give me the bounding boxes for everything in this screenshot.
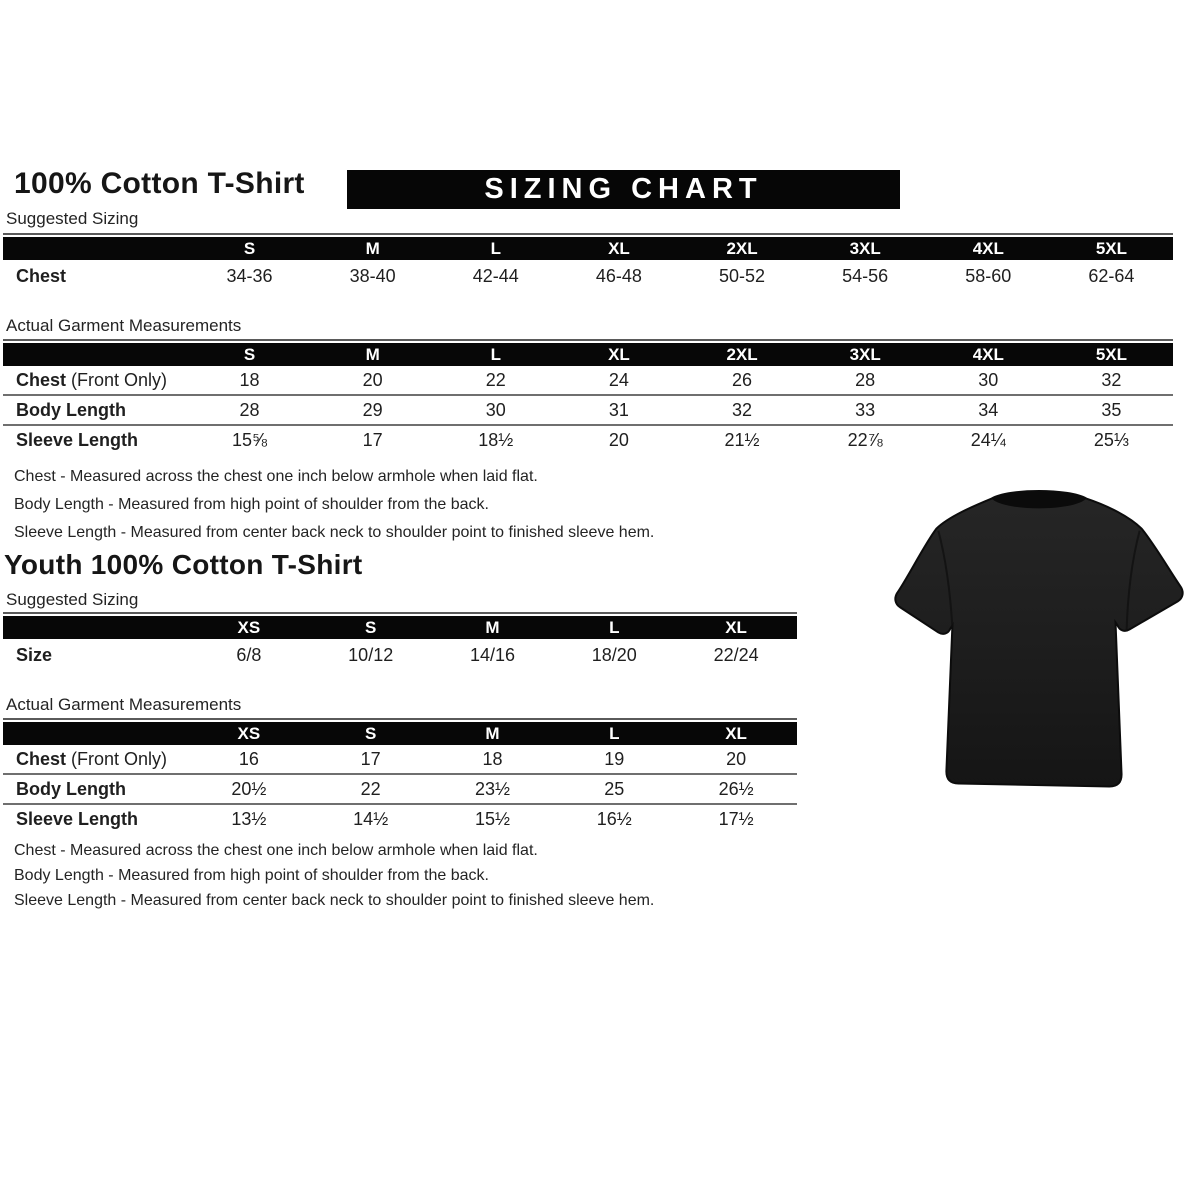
size-column-header: L — [490, 344, 501, 364]
size-column-header: L — [609, 617, 620, 637]
table-row-sleeve-length — [3, 803, 797, 833]
sizing-chart-banner-text: SIZING CHART — [484, 173, 763, 205]
measurement-cell: 28 — [855, 369, 876, 390]
row-label-text: Chest — [16, 748, 67, 769]
adult-heading: 100% Cotton T-Shirt — [14, 167, 305, 200]
note-body-length: Body Length - Measured from high point of shoulder from the back. — [14, 867, 489, 884]
row-label-text: Size — [16, 645, 53, 665]
measurement-cell: 42-44 — [472, 266, 519, 286]
youth-actual-header-row — [3, 722, 797, 745]
measurement-cell: 24 — [608, 369, 629, 390]
measurement-cell: 25⅓ — [1093, 429, 1129, 450]
measurement-cell: 32 — [732, 399, 753, 420]
table-row-chest-front-only — [3, 366, 1173, 394]
size-column-header: S — [365, 617, 377, 637]
row-label — [3, 370, 188, 391]
measurement-cell: 46-48 — [595, 266, 642, 286]
adult-actual-table — [3, 339, 1173, 454]
size-column-header: S — [243, 344, 256, 364]
size-column-header: 4XL — [972, 238, 1004, 258]
size-column-header: 2XL — [726, 238, 758, 258]
size-column-header: 2XL — [726, 344, 758, 364]
measurement-cell: 32 — [1101, 369, 1122, 390]
measurement-cell: 18/20 — [591, 645, 637, 665]
adult-actual-label: Actual Garment Measurements — [6, 316, 242, 335]
size-column-header: XL — [608, 344, 630, 364]
measurement-cell: 18 — [482, 748, 503, 769]
measurement-cell: 14/16 — [469, 645, 516, 665]
adult-actual-header-row — [3, 343, 1173, 366]
row-label-text: Sleeve Length — [16, 429, 139, 450]
measurement-cell: 22/24 — [713, 645, 759, 665]
row-label — [3, 749, 188, 770]
measurement-cell: 20 — [726, 748, 747, 769]
row-label-suffix: (Front Only) — [66, 369, 168, 390]
youth-actual-body — [3, 745, 797, 833]
size-column-header: M — [365, 238, 380, 258]
measurement-cell: 62-64 — [1088, 266, 1135, 286]
measurement-cell: 29 — [362, 399, 383, 420]
size-column-header: XL — [608, 238, 630, 258]
measurement-cell: 34 — [978, 399, 999, 420]
measurement-cell: 17 — [362, 429, 383, 450]
measurement-cell: 38-40 — [349, 266, 396, 286]
measurement-cell: 20½ — [231, 778, 267, 799]
note-sleeve-length: Sleeve Length - Measured from center back neck to shoulder point to finished sleeve hem. — [14, 524, 655, 541]
measurement-cell: 34-36 — [226, 266, 273, 286]
size-column-header: XL — [725, 723, 747, 743]
measurement-cell: 18 — [239, 369, 260, 390]
measurement-cell: 35 — [1101, 399, 1122, 420]
note-chest: Chest - Measured across the chest one inch below armhole when laid flat. — [14, 468, 538, 485]
measurement-cell: 50-52 — [719, 266, 766, 286]
table-row-body-length — [3, 773, 797, 803]
measurement-cell: 25 — [604, 778, 625, 799]
measurement-cell: 13½ — [231, 808, 267, 829]
youth-heading: Youth 100% Cotton T-Shirt — [4, 549, 363, 580]
measurement-cell: 31 — [608, 399, 629, 420]
youth-actual-label: Actual Garment Measurements — [6, 695, 242, 714]
size-column-header: 4XL — [972, 344, 1004, 364]
row-label — [3, 779, 188, 800]
measurement-cell: 54-56 — [842, 266, 889, 286]
measurement-cell: 20 — [362, 369, 383, 390]
measurement-cell: 17 — [360, 748, 381, 769]
measurement-cell: 58-60 — [965, 266, 1012, 286]
size-column-header: M — [485, 723, 500, 743]
note-body-length: Body Length - Measured from high point of shoulder from the back. — [14, 496, 489, 513]
measurement-cell: 14½ — [353, 808, 389, 829]
tshirt-image — [888, 476, 1190, 808]
row-label — [3, 400, 188, 421]
youth-suggested-header-row — [3, 616, 797, 639]
size-column-header: L — [609, 723, 620, 743]
youth-actual-table — [3, 718, 797, 833]
measurement-cell: 24¼ — [970, 429, 1006, 450]
row-label-text: Chest — [16, 369, 67, 390]
table-row-body-length — [3, 394, 1173, 424]
measurement-cell: 22 — [360, 778, 381, 799]
row-label — [3, 430, 188, 451]
row-label — [3, 645, 188, 666]
measurement-cell: 26½ — [718, 778, 754, 799]
youth-measurement-notes — [14, 842, 654, 917]
size-column-header: L — [490, 238, 501, 258]
measurement-cell: 30 — [485, 399, 506, 420]
row-label-text: Sleeve Length — [16, 808, 139, 829]
measurement-cell: 15½ — [474, 808, 511, 829]
size-column-header: S — [365, 723, 377, 743]
note-sleeve-length: Sleeve Length - Measured from center back neck to shoulder point to finished sleeve hem. — [14, 892, 655, 909]
measurement-cell: 19 — [604, 748, 625, 769]
sizing-chart-banner — [347, 170, 900, 209]
table-top-rule — [3, 612, 797, 614]
size-column-header: XS — [237, 617, 261, 637]
table-row-chest-front-only — [3, 745, 797, 773]
measurement-cell: 23½ — [474, 778, 511, 799]
measurement-cell: 6/8 — [236, 645, 262, 665]
tshirt-body — [895, 491, 1182, 786]
measurement-cell: 20 — [608, 429, 629, 450]
size-column-header: M — [485, 617, 500, 637]
measurement-cell: 22 — [485, 369, 506, 390]
measurement-cell: 21½ — [724, 429, 760, 450]
measurement-cell: 26 — [732, 369, 753, 390]
measurement-cell: 33 — [855, 399, 876, 420]
size-column-header: XS — [237, 723, 261, 743]
size-column-header: 5XL — [1095, 238, 1128, 258]
table-top-rule — [3, 718, 797, 720]
youth-suggested-label: Suggested Sizing — [6, 590, 139, 609]
youth-suggested-table — [3, 612, 797, 672]
adult-suggested-label: Suggested Sizing — [6, 209, 139, 228]
measurement-cell: 17½ — [718, 808, 754, 829]
size-column-header: XL — [725, 617, 747, 637]
row-label-text: Body Length — [16, 399, 126, 420]
adult-suggested-table — [3, 233, 1173, 293]
table-row-size — [3, 639, 797, 672]
table-row-chest — [3, 260, 1173, 293]
measurement-cell: 16 — [238, 748, 259, 769]
size-column-header: 5XL — [1095, 344, 1128, 364]
adult-actual-body — [3, 366, 1173, 454]
measurement-cell: 10/12 — [348, 645, 394, 665]
row-label-suffix: (Front Only) — [66, 748, 168, 769]
measurement-cell: 22⅞ — [847, 429, 883, 450]
measurement-cell: 16½ — [596, 808, 632, 829]
size-column-header: 3XL — [849, 238, 881, 258]
measurement-cell: 30 — [978, 369, 999, 390]
adult-measurement-notes — [14, 468, 654, 552]
size-column-header: 3XL — [849, 344, 881, 364]
adult-suggested-header-row — [3, 237, 1173, 260]
row-label — [3, 266, 188, 287]
table-top-rule — [3, 339, 1173, 341]
row-label-text: Chest — [16, 266, 67, 286]
table-top-rule — [3, 233, 1173, 235]
size-column-header: S — [243, 238, 256, 258]
measurement-cell: 18½ — [478, 429, 514, 450]
row-label-text: Body Length — [16, 778, 126, 799]
measurement-cell: 28 — [239, 399, 260, 420]
size-column-header: M — [365, 344, 380, 364]
measurement-cell: 15⅝ — [232, 429, 268, 450]
row-label — [3, 809, 188, 830]
table-row-sleeve-length — [3, 424, 1173, 454]
tshirt-photo — [888, 476, 1190, 808]
note-chest: Chest - Measured across the chest one inch below armhole when laid flat. — [14, 842, 538, 859]
